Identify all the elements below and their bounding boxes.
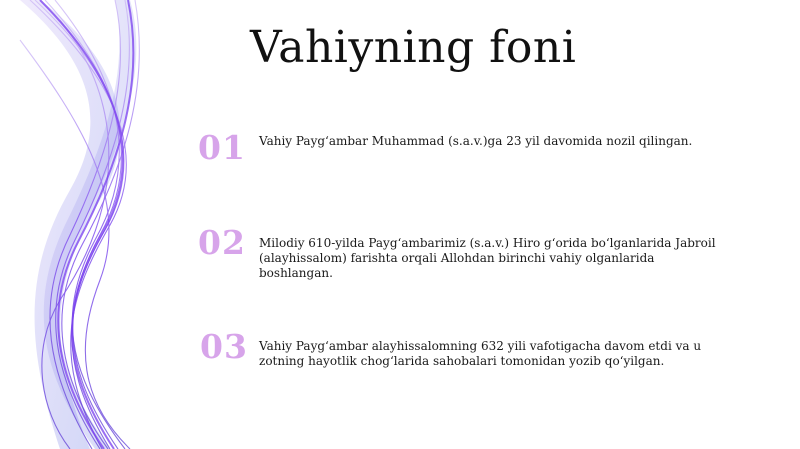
item-number-03: 03	[200, 327, 248, 366]
item-text-01: Vahiy Payg‘ambar Muhammad (s.a.v.)ga 23 yil davomida nozil qilingan.	[259, 134, 693, 148]
item-number-02: 02	[198, 223, 246, 262]
item-text-03: Vahiy Payg‘ambar alayhissalomning 632 yili vafotigacha davom etdi va u zotning hayotlik chog‘larida sahobalari tomonidan yozib qo‘yilgan.	[259, 339, 702, 368]
purple-wave-decoration	[0, 0, 200, 449]
slide-title: Vahiyning foni	[250, 22, 577, 73]
item-text-02: Milodiy 610-yilda Payg‘ambarimiz (s.a.v.) Hiro g‘orida bo‘lganlarida Jabroil (alayhissalom) farishta orqali Allohdan birinchi vahiy olganlarida boshlangan.	[259, 236, 716, 280]
item-number-01: 01	[198, 128, 246, 167]
